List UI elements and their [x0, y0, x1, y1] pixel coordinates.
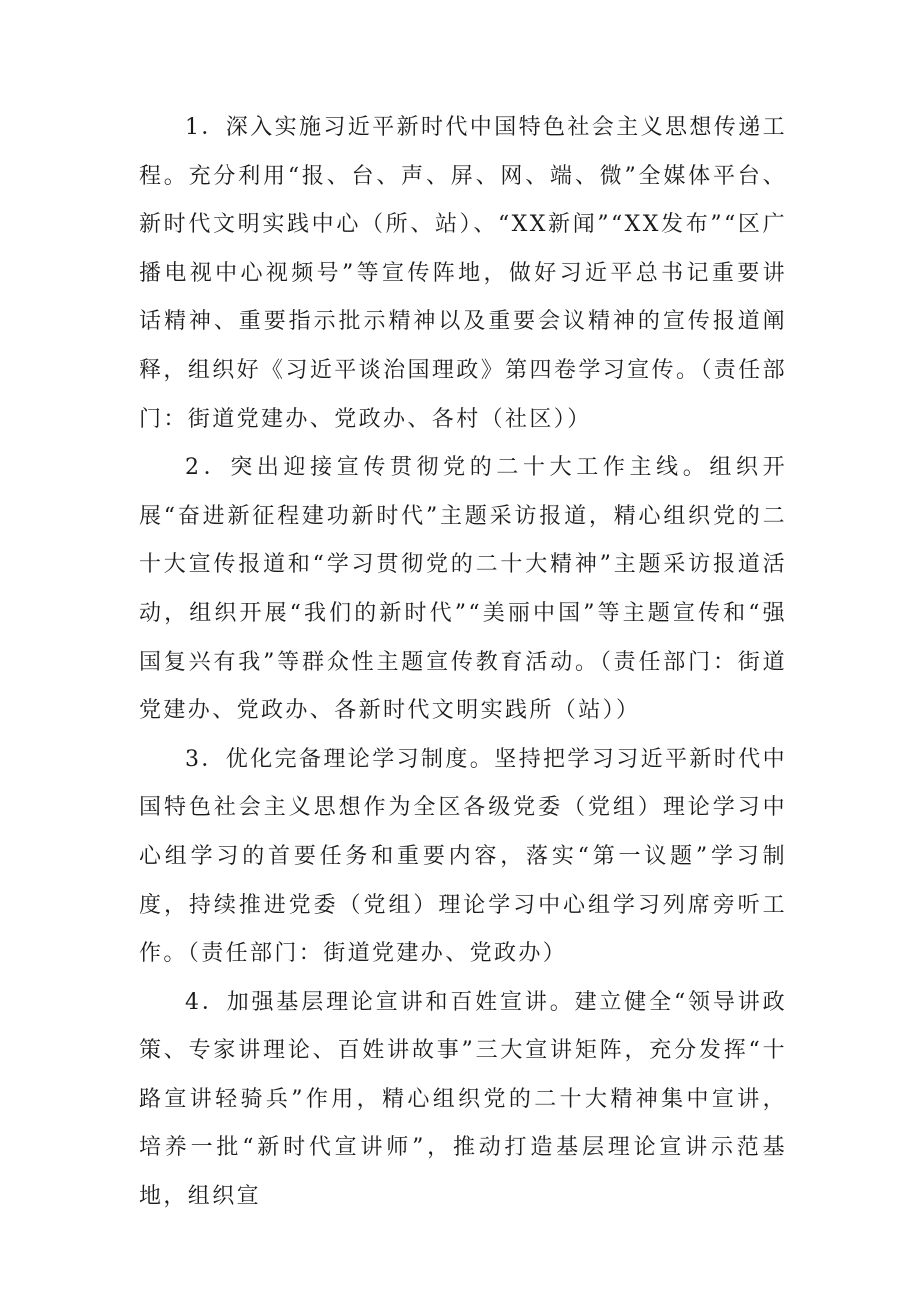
paragraph-item-1: 1．深入实施习近平新时代中国特色社会主义思想传递工程。充分利用“报、台、声、屏、网、端、微”全媒体平台、新时代文明实践中心（所、站）、“XX新闻”“XX发布”“区广播电视中心视频号”等宣传阵地，做好习近平总书记重要讲话精神、重要指示批示精神以及重要会议精神的宣传报道阐释，组织好《习近平谈治国理政》第四卷学习宣传。（责任部门：街道党建办、党政办、各村（社区）） — [139, 115, 787, 432]
paragraph-item-3: 3．优化完备理论学习制度。坚持把学习习近平新时代中国特色社会主义思想作为全区各级党委（党组）理论学习中心组学习的首要任务和重要内容，落实“第一议题”学习制度，持续推进党委（党组）理论学习中心组学习列席旁听工作。（责任部门：街道党建办、党政办） — [139, 746, 787, 967]
paragraph-item-2: 2．突出迎接宣传贯彻党的二十大工作主线。组织开展“奋进新征程建功新时代”主题采访报道，精心组织党的二十大宣传报道和“学习贯彻党的二十大精神”主题采访报道活动，组织开展“我们的新时代”“美丽中国”等主题宣传和“强国复兴有我”等群众性主题宣传教育活动。（责任部门：街道党建办、党政办、各新时代文明实践所（站）） — [139, 455, 787, 724]
paragraph-item-4: 4．加强基层理论宣讲和百姓宣讲。建立健全“领导讲政策、专家讲理论、百姓讲故事”三大宣讲矩阵，充分发挥“十路宣讲轻骑兵”作用，精心组织党的二十大精神集中宣讲，培养一批“新时代宣讲师”，推动打造基层理论宣讲示范基地，组织宣 — [139, 989, 787, 1210]
document-body — [139, 104, 787, 1222]
